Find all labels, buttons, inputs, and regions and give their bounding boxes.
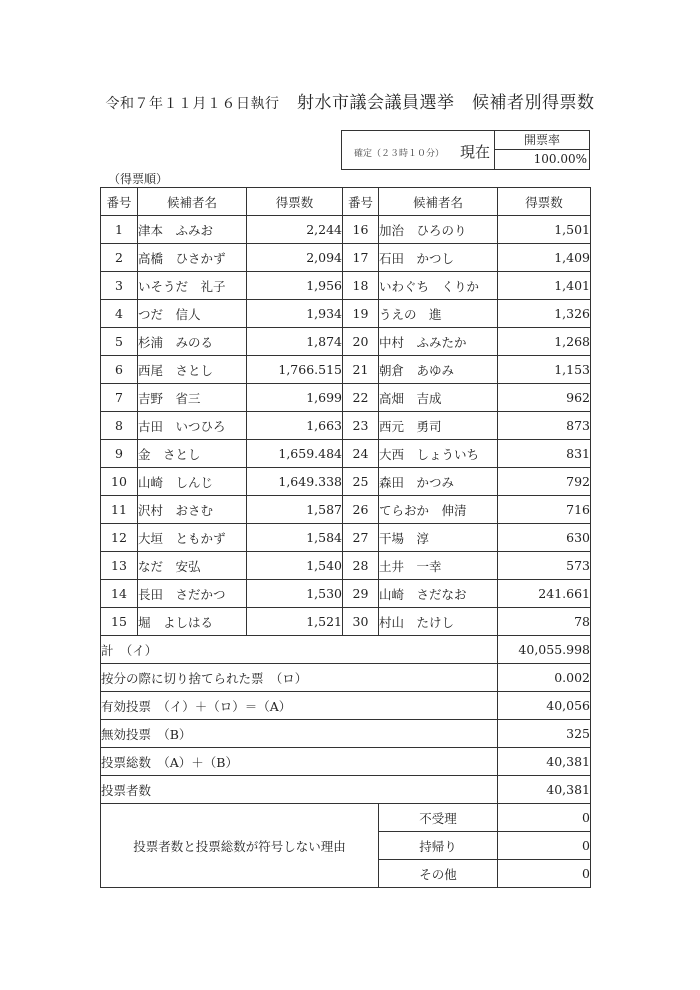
candidate-votes: 78 xyxy=(498,608,591,636)
candidate-votes: 1,934 xyxy=(247,300,343,328)
candidate-name: 沢村 おさむ xyxy=(138,496,247,524)
summary-label: 有効投票 （イ）＋（ロ）＝（A） xyxy=(101,692,498,720)
candidate-name: 津本 ふみお xyxy=(138,216,247,244)
candidate-number: 11 xyxy=(101,496,138,524)
candidate-number: 16 xyxy=(343,216,379,244)
candidate-number: 19 xyxy=(343,300,379,328)
summary-label: 計 （イ） xyxy=(101,636,498,664)
candidate-votes: 241.661 xyxy=(498,580,591,608)
candidate-number: 25 xyxy=(343,468,379,496)
candidate-number: 13 xyxy=(101,552,138,580)
summary-row xyxy=(101,720,591,748)
candidate-name: うえの 進 xyxy=(379,300,498,328)
table-row xyxy=(101,412,591,440)
candidate-votes: 1,587 xyxy=(247,496,343,524)
candidate-votes: 792 xyxy=(498,468,591,496)
candidate-votes: 630 xyxy=(498,524,591,552)
candidate-name: 高畑 吉成 xyxy=(379,384,498,412)
candidate-number: 28 xyxy=(343,552,379,580)
candidate-number: 6 xyxy=(101,356,138,384)
table-row xyxy=(101,216,591,244)
candidate-votes: 1,326 xyxy=(498,300,591,328)
candidate-number: 7 xyxy=(101,384,138,412)
candidate-votes: 1,530 xyxy=(247,580,343,608)
col-header-candidate: 候補者名 xyxy=(138,188,247,216)
candidate-votes: 1,409 xyxy=(498,244,591,272)
title-date: 令和７年１１月１６日執行 xyxy=(105,96,280,112)
candidate-number: 22 xyxy=(343,384,379,412)
candidate-votes: 962 xyxy=(498,384,591,412)
summary-row xyxy=(101,636,591,664)
candidate-number: 10 xyxy=(101,468,138,496)
candidate-votes: 873 xyxy=(498,412,591,440)
candidate-votes: 831 xyxy=(498,440,591,468)
candidate-votes: 1,153 xyxy=(498,356,591,384)
candidate-votes: 1,874 xyxy=(247,328,343,356)
candidate-name: 金 さとし xyxy=(138,440,247,468)
table-row xyxy=(101,356,591,384)
candidate-votes: 1,521 xyxy=(247,608,343,636)
candidate-number: 23 xyxy=(343,412,379,440)
current-label: 現在 xyxy=(459,143,490,161)
title-election: 射水市議会議員選挙 xyxy=(297,93,455,113)
table-row xyxy=(101,440,591,468)
candidate-name: つだ 信人 xyxy=(138,300,247,328)
mismatch-item-label: その他 xyxy=(379,860,498,888)
candidate-votes: 716 xyxy=(498,496,591,524)
table-row xyxy=(101,384,591,412)
table-row xyxy=(101,580,591,608)
mismatch-label: 投票者数と投票総数が符号しない理由 xyxy=(101,804,379,888)
mismatch-item-label: 持帰り xyxy=(379,832,498,860)
candidate-number: 29 xyxy=(343,580,379,608)
candidate-name: 干場 淳 xyxy=(379,524,498,552)
title-type: 候補者別得票数 xyxy=(472,93,595,113)
table-row xyxy=(101,328,591,356)
candidate-number: 21 xyxy=(343,356,379,384)
candidate-number: 12 xyxy=(101,524,138,552)
candidate-votes: 573 xyxy=(498,552,591,580)
candidate-number: 20 xyxy=(343,328,379,356)
candidate-name: 吉野 省三 xyxy=(138,384,247,412)
order-label: （得票順） xyxy=(108,172,169,186)
candidate-number: 9 xyxy=(101,440,138,468)
table-row xyxy=(101,272,591,300)
table-row xyxy=(101,300,591,328)
candidate-name: 森田 かつみ xyxy=(379,468,498,496)
candidate-number: 24 xyxy=(343,440,379,468)
col-header-candidate: 候補者名 xyxy=(379,188,498,216)
candidate-name: 土井 一幸 xyxy=(379,552,498,580)
summary-value: 40,381 xyxy=(498,748,591,776)
summary-value: 325 xyxy=(498,720,591,748)
candidate-votes: 1,584 xyxy=(247,524,343,552)
candidate-name: 高橋 ひさかず xyxy=(138,244,247,272)
candidate-name: 長田 さだかつ xyxy=(138,580,247,608)
candidate-number: 26 xyxy=(343,496,379,524)
status-cell xyxy=(342,131,495,169)
table-row xyxy=(101,244,591,272)
candidate-name: 中村 ふみたか xyxy=(379,328,498,356)
candidate-number: 14 xyxy=(101,580,138,608)
candidate-votes: 1,699 xyxy=(247,384,343,412)
candidate-number: 5 xyxy=(101,328,138,356)
candidate-name: 大垣 ともかず xyxy=(138,524,247,552)
summary-label: 投票総数 （A）＋（B） xyxy=(101,748,498,776)
table-row xyxy=(101,608,591,636)
candidate-number: 27 xyxy=(343,524,379,552)
col-header-votes: 得票数 xyxy=(247,188,343,216)
candidate-name: 西元 勇司 xyxy=(379,412,498,440)
candidate-votes: 1,501 xyxy=(498,216,591,244)
candidate-votes: 1,401 xyxy=(498,272,591,300)
col-header-number: 番号 xyxy=(343,188,379,216)
col-header-number: 番号 xyxy=(101,188,138,216)
candidate-votes: 2,094 xyxy=(247,244,343,272)
candidate-number: 2 xyxy=(101,244,138,272)
summary-value: 40,055.998 xyxy=(498,636,591,664)
candidate-number: 3 xyxy=(101,272,138,300)
candidate-name: 山崎 さだなお xyxy=(379,580,498,608)
candidate-votes: 1,268 xyxy=(498,328,591,356)
summary-label: 按分の際に切り捨てられた票 （ロ） xyxy=(101,664,498,692)
candidate-number: 30 xyxy=(343,608,379,636)
candidate-name: 山崎 しんじ xyxy=(138,468,247,496)
candidate-number: 4 xyxy=(101,300,138,328)
page-title xyxy=(0,88,700,113)
table-row xyxy=(101,552,591,580)
mismatch-row xyxy=(101,804,591,832)
summary-value: 40,381 xyxy=(498,776,591,804)
summary-row xyxy=(101,776,591,804)
candidate-name: 大西 しょういち xyxy=(379,440,498,468)
summary-value: 40,056 xyxy=(498,692,591,720)
candidate-number: 17 xyxy=(343,244,379,272)
candidate-name: 石田 かつし xyxy=(379,244,498,272)
candidate-votes: 1,766.515 xyxy=(247,356,343,384)
rate-value: 100.00% xyxy=(533,152,587,166)
candidate-votes: 1,540 xyxy=(247,552,343,580)
candidate-name: 堀 よしはる xyxy=(138,608,247,636)
col-header-votes: 得票数 xyxy=(498,188,591,216)
summary-row xyxy=(101,748,591,776)
confirmed-time: 確定（２３時１０分） xyxy=(354,149,445,159)
summary-label: 無効投票 （B） xyxy=(101,720,498,748)
candidate-votes: 2,244 xyxy=(247,216,343,244)
table-header-row xyxy=(101,188,591,216)
summary-value: 0.002 xyxy=(498,664,591,692)
mismatch-item-value: 0 xyxy=(498,832,591,860)
candidate-number: 8 xyxy=(101,412,138,440)
candidate-name: 古田 いつひろ xyxy=(138,412,247,440)
candidate-number: 18 xyxy=(343,272,379,300)
table-row xyxy=(101,524,591,552)
candidate-votes: 1,649.338 xyxy=(247,468,343,496)
summary-row xyxy=(101,664,591,692)
candidate-name: なだ 安弘 xyxy=(138,552,247,580)
candidate-name: 朝倉 あゆみ xyxy=(379,356,498,384)
summary-label: 投票者数 xyxy=(101,776,498,804)
candidate-name: 加治 ひろのり xyxy=(379,216,498,244)
candidate-name: 西尾 さとし xyxy=(138,356,247,384)
candidate-votes: 1,659.484 xyxy=(247,440,343,468)
candidate-name: てらおか 伸清 xyxy=(379,496,498,524)
candidate-name: 杉浦 みのる xyxy=(138,328,247,356)
candidate-name: いそうだ 礼子 xyxy=(138,272,247,300)
candidate-name: 村山 たけし xyxy=(379,608,498,636)
mismatch-item-value: 0 xyxy=(498,860,591,888)
summary-row xyxy=(101,692,591,720)
count-status-box xyxy=(341,130,590,170)
rate-header: 開票率 xyxy=(495,131,589,150)
candidate-number: 1 xyxy=(101,216,138,244)
results-table xyxy=(100,187,591,888)
candidate-number: 15 xyxy=(101,608,138,636)
mismatch-item-value: 0 xyxy=(498,804,591,832)
candidate-votes: 1,663 xyxy=(247,412,343,440)
mismatch-item-label: 不受理 xyxy=(379,804,498,832)
table-row xyxy=(101,468,591,496)
candidate-name: いわぐち くりか xyxy=(379,272,498,300)
candidate-votes: 1,956 xyxy=(247,272,343,300)
table-row xyxy=(101,496,591,524)
